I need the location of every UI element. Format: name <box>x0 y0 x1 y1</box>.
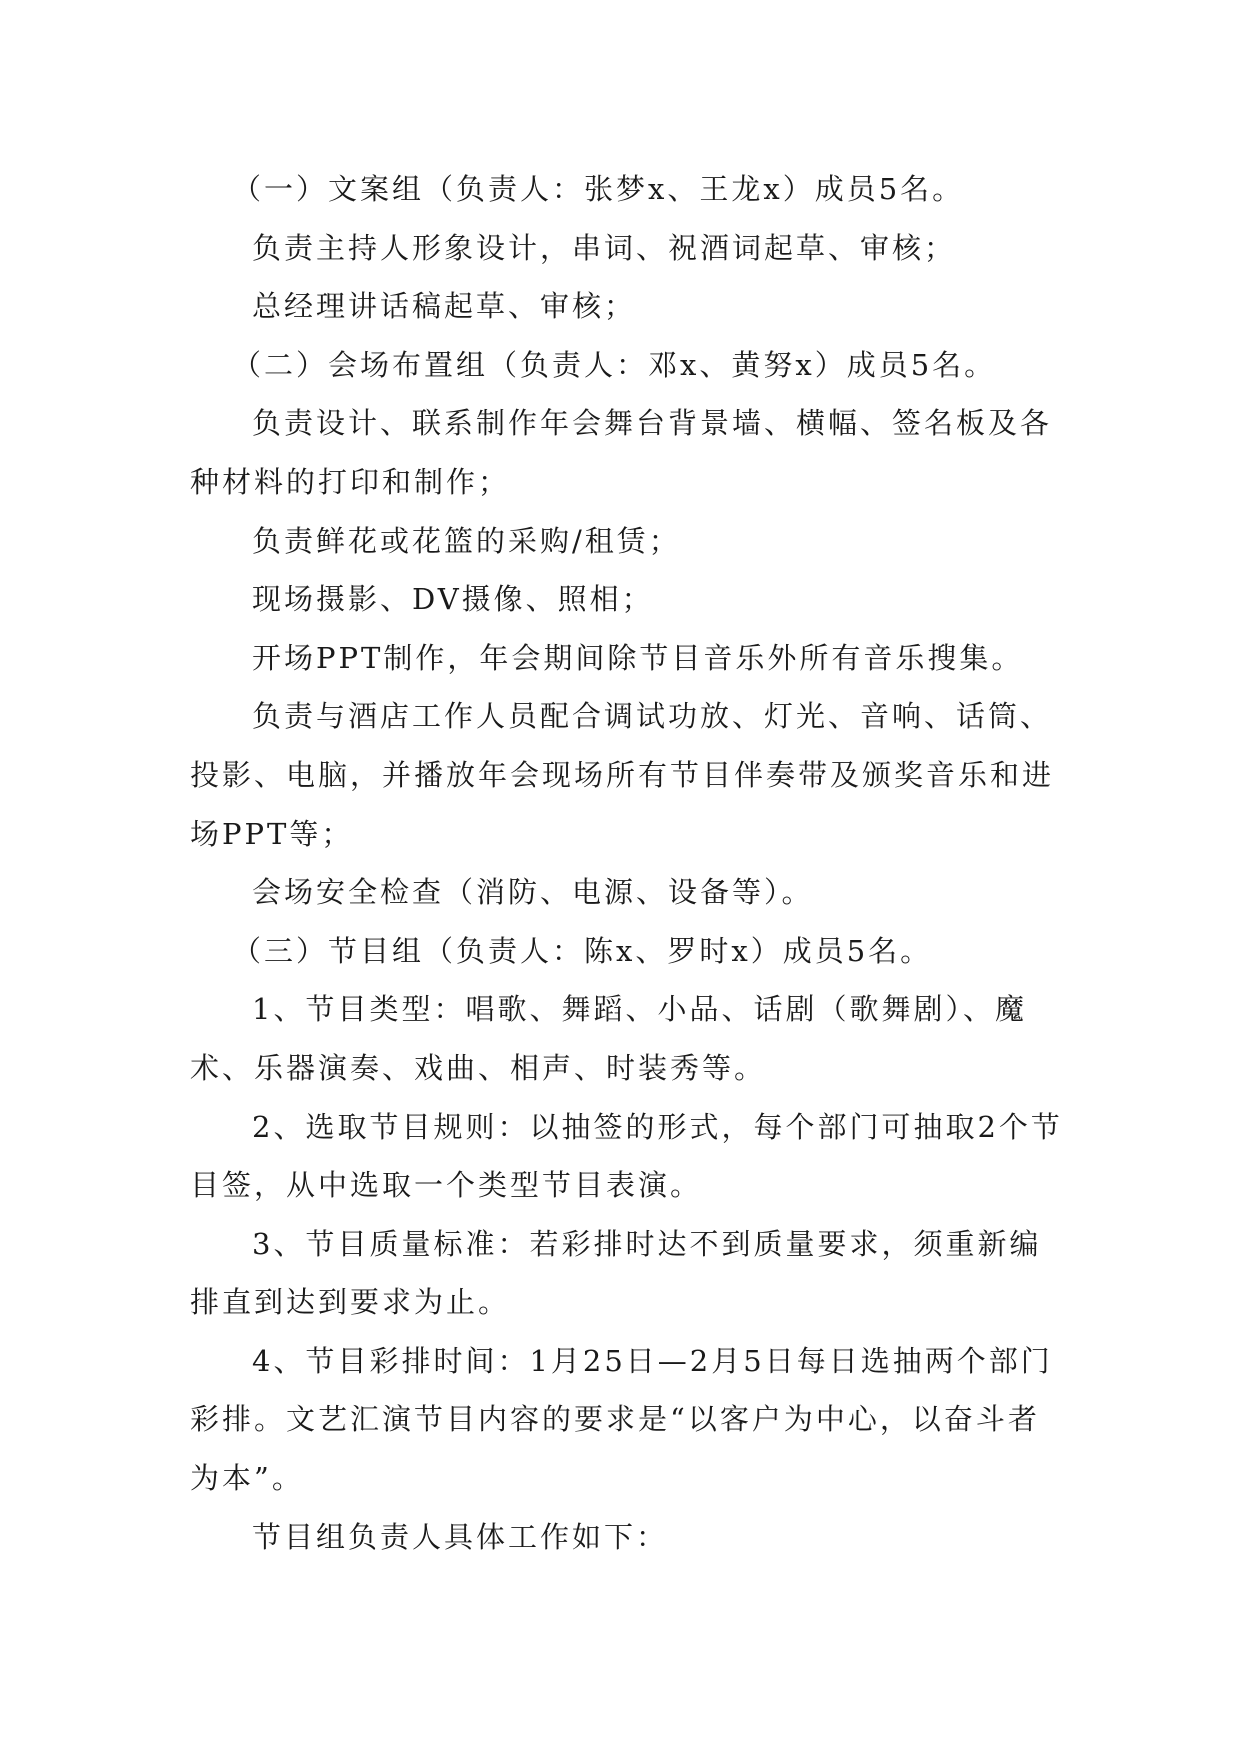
paragraph: 开场PPT制作，年会期间除节目音乐外所有音乐搜集。 <box>252 640 1024 675</box>
paragraph: 4、节目彩排时间：1月25日—2月5日每日选抽两个部门彩排。文艺汇演节目内容的要求是“以客户为中心，以奋斗者为本”。 <box>190 1343 1053 1496</box>
section-heading-venue-setup: （二）会场布置组（负责人：邓x、黄努x）成员5名。 <box>232 347 997 382</box>
paragraph: 2、选取节目规则：以抽签的形式，每个部门可抽取2个节目签，从中选取一个类型节目表演。 <box>190 1109 1063 1203</box>
paragraph: 1、节目类型：唱歌、舞蹈、小品、话剧（歌舞剧）、魔术、乐器演奏、戏曲、相声、时装秀等。 <box>190 992 1027 1085</box>
paragraph: 负责设计、联系制作年会舞台背景墙、横幅、签名板及各种材料的打印和制作； <box>190 406 1053 499</box>
paragraph: 现场摄影、DV摄像、照相； <box>252 582 654 617</box>
paragraph: 3、节目质量标准：若彩排时达不到质量要求，须重新编排直到达到要求为止。 <box>190 1226 1042 1320</box>
paragraph: 节目组负责人具体工作如下： <box>252 1519 669 1554</box>
section-heading-copywriting: （一）文案组（负责人：张梦x、王龙x）成员5名。 <box>232 172 965 206</box>
paragraph: 负责与酒店工作人员配合调试功放、灯光、音响、话筒、投影、电脑，并播放年会现场所有节目伴奏带及颁奖音乐和进场PPT等； <box>190 699 1055 851</box>
paragraph: 会场安全检查（消防、电源、设备等）。 <box>252 875 814 910</box>
paragraph: 总经理讲话稿起草、审核； <box>252 289 637 324</box>
document-body <box>190 160 1070 1566</box>
paragraph: 负责鲜花或花篮的采购/租赁； <box>252 523 681 558</box>
section-heading-program: （三）节目组（负责人：陈x、罗时x）成员5名。 <box>232 933 933 968</box>
paragraph: 负责主持人形象设计，串词、祝酒词起草、审核； <box>252 230 957 265</box>
